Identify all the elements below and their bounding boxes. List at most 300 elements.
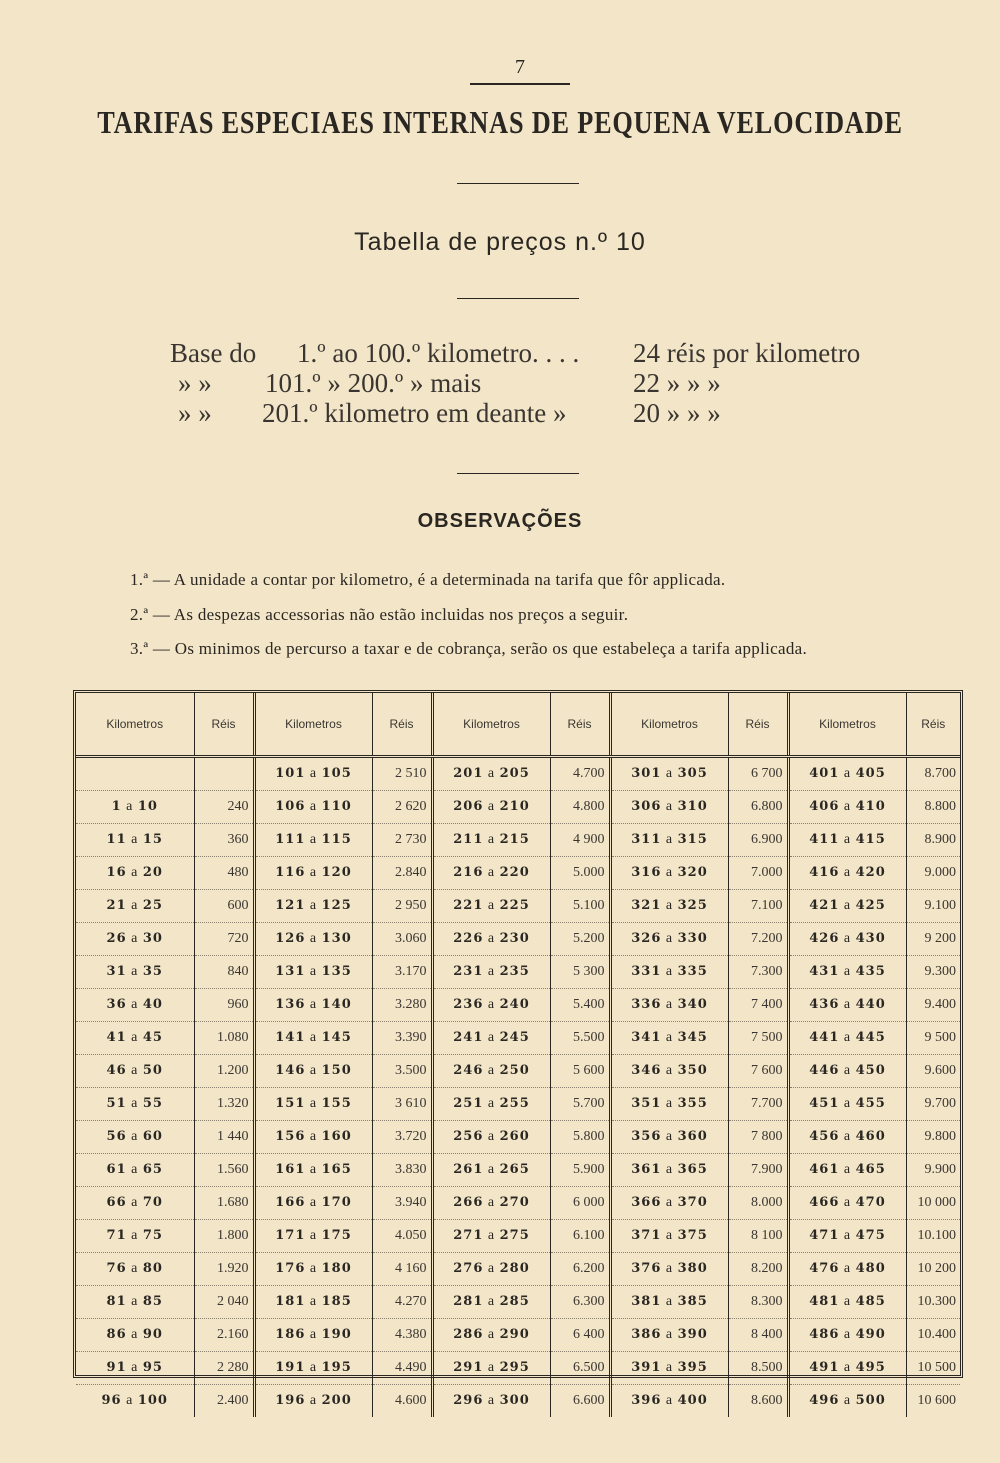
range-end: 370 <box>677 1195 708 1210</box>
range-separator: a <box>661 1030 678 1045</box>
table-row <box>76 1385 960 1418</box>
kilometro-range-cell <box>610 1121 728 1154</box>
reis-price-cell: 360 <box>194 824 254 857</box>
reis-price-cell: 1.200 <box>194 1055 254 1088</box>
range-separator: a <box>483 799 500 814</box>
kilometro-range-cell <box>610 1220 728 1253</box>
reis-price-cell: 1.920 <box>194 1253 254 1286</box>
column-header-reis: Réis <box>194 693 254 757</box>
document-title: TARIFAS ESPECIAES INTERNAS DE PEQUENA VELOCIDADE <box>97 104 903 140</box>
reis-price-cell: 2 730 <box>372 824 432 857</box>
range-separator: a <box>661 997 678 1012</box>
kilometro-range-cell <box>788 1121 906 1154</box>
range-separator: a <box>839 1096 856 1111</box>
range-separator: a <box>126 865 143 880</box>
range-separator: a <box>305 1063 322 1078</box>
column-header-reis: Réis <box>372 693 432 757</box>
reis-price-cell: 3.280 <box>372 989 432 1022</box>
range-end: 280 <box>499 1261 530 1276</box>
range-separator: a <box>661 1195 678 1210</box>
range-end: 345 <box>677 1030 708 1045</box>
range-end: 375 <box>677 1228 708 1243</box>
kilometro-range-cell <box>76 1352 194 1385</box>
range-end: 450 <box>855 1063 886 1078</box>
kilometro-range-cell <box>254 1154 372 1187</box>
reis-price-cell: 4 160 <box>372 1253 432 1286</box>
range-start: 431 <box>809 964 840 979</box>
kilometro-range-cell <box>254 857 372 890</box>
range-start: 96 <box>101 1393 122 1408</box>
range-end: 205 <box>499 766 530 781</box>
base-rate-row <box>0 368 1000 400</box>
range-separator: a <box>839 1360 856 1375</box>
kilometro-range-cell <box>432 1121 550 1154</box>
kilometro-range-cell <box>254 824 372 857</box>
range-start: 116 <box>275 865 306 880</box>
table-row <box>76 923 960 956</box>
range-separator: a <box>305 865 322 880</box>
range-separator: a <box>483 1195 500 1210</box>
range-start: 366 <box>631 1195 662 1210</box>
range-end: 360 <box>677 1129 708 1144</box>
range-separator: a <box>661 1063 678 1078</box>
range-separator: a <box>483 964 500 979</box>
range-start: 41 <box>106 1030 127 1045</box>
range-separator: a <box>305 1195 322 1210</box>
range-separator: a <box>839 766 856 781</box>
table-row <box>76 890 960 923</box>
range-separator: a <box>305 1393 322 1408</box>
range-end: 20 <box>142 865 163 880</box>
range-separator: a <box>126 1096 143 1111</box>
range-start: 76 <box>106 1261 127 1276</box>
range-separator: a <box>839 997 856 1012</box>
range-end: 330 <box>677 931 708 946</box>
observation-note: 2.ª — As despezas accessorias não estão incluidas nos preços a seguir. <box>130 605 629 624</box>
range-separator: a <box>121 799 138 814</box>
kilometro-range-cell <box>76 1055 194 1088</box>
reis-price-cell: 3.060 <box>372 923 432 956</box>
reis-price-cell: 5 300 <box>550 956 610 989</box>
range-end: 10 <box>137 799 158 814</box>
reis-price-cell: 7.900 <box>728 1154 788 1187</box>
range-separator: a <box>483 1360 500 1375</box>
reis-price-cell: 5.700 <box>550 1088 610 1121</box>
range-end: 240 <box>499 997 530 1012</box>
range-start: 231 <box>453 964 484 979</box>
reis-price-cell: 9.700 <box>906 1088 960 1121</box>
page-number: 7 <box>470 56 570 85</box>
range-separator: a <box>661 1393 678 1408</box>
range-separator: a <box>483 1327 500 1342</box>
kilometro-range-cell <box>432 1187 550 1220</box>
range-start: 186 <box>275 1327 306 1342</box>
range-separator: a <box>839 964 856 979</box>
range-separator: a <box>483 1393 500 1408</box>
kilometro-range-cell <box>76 1385 194 1418</box>
reis-price-cell: 2.840 <box>372 857 432 890</box>
kilometro-range-cell <box>432 956 550 989</box>
range-separator: a <box>305 799 322 814</box>
range-end: 420 <box>855 865 886 880</box>
range-end: 160 <box>321 1129 352 1144</box>
range-end: 440 <box>855 997 886 1012</box>
kilometro-range-cell <box>254 956 372 989</box>
reis-price-cell: 9.600 <box>906 1055 960 1088</box>
kilometro-range-cell <box>788 1352 906 1385</box>
range-separator: a <box>483 1294 500 1309</box>
kilometro-range-cell <box>76 1187 194 1220</box>
range-start: 121 <box>275 898 306 913</box>
table-row <box>76 1088 960 1121</box>
range-start: 316 <box>631 865 662 880</box>
range-start: 356 <box>631 1129 662 1144</box>
range-start: 226 <box>453 931 484 946</box>
range-end: 320 <box>677 865 708 880</box>
range-separator: a <box>305 1162 322 1177</box>
range-start: 386 <box>631 1327 662 1342</box>
range-start: 101 <box>275 766 306 781</box>
range-separator: a <box>839 832 856 847</box>
kilometro-range-cell <box>76 890 194 923</box>
range-end: 285 <box>499 1294 530 1309</box>
reis-price-cell: 4.600 <box>372 1385 432 1418</box>
reis-price-cell: 2 620 <box>372 791 432 824</box>
range-start: 266 <box>453 1195 484 1210</box>
reis-price-cell: 4.050 <box>372 1220 432 1253</box>
reis-price-cell: 6 000 <box>550 1187 610 1220</box>
reis-price-cell: 6.300 <box>550 1286 610 1319</box>
kilometro-range-cell <box>788 890 906 923</box>
kilometro-range-cell <box>788 1286 906 1319</box>
divider <box>457 473 579 474</box>
reis-price-cell: 5.500 <box>550 1022 610 1055</box>
range-start: 451 <box>809 1096 840 1111</box>
range-separator: a <box>661 799 678 814</box>
kilometro-range-cell <box>432 890 550 923</box>
range-end: 430 <box>855 931 886 946</box>
range-separator: a <box>661 1294 678 1309</box>
range-start: 296 <box>453 1393 484 1408</box>
range-separator: a <box>839 1162 856 1177</box>
kilometro-range-cell <box>432 824 550 857</box>
range-end: 485 <box>855 1294 886 1309</box>
kilometro-range-cell <box>788 1187 906 1220</box>
table-row <box>76 857 960 890</box>
range-separator: a <box>126 931 143 946</box>
range-separator: a <box>661 964 678 979</box>
reis-price-cell: 6 700 <box>728 757 788 791</box>
table-row <box>76 1319 960 1352</box>
range-start: 21 <box>106 898 127 913</box>
range-separator: a <box>839 1129 856 1144</box>
range-start: 161 <box>275 1162 306 1177</box>
range-end: 405 <box>855 766 886 781</box>
range-start: 56 <box>106 1129 127 1144</box>
range-separator: a <box>661 1360 678 1375</box>
kilometro-range-cell <box>788 1385 906 1418</box>
range-separator: a <box>483 832 500 847</box>
range-start: 156 <box>275 1129 306 1144</box>
kilometro-range-cell <box>610 824 728 857</box>
reis-price-cell: 9.400 <box>906 989 960 1022</box>
range-separator: a <box>126 1327 143 1342</box>
reis-price-cell: 4.270 <box>372 1286 432 1319</box>
reis-price-cell: 5.800 <box>550 1121 610 1154</box>
base-rate-range: 1.º ao 100.º kilometro. . . . <box>297 338 580 368</box>
range-separator: a <box>126 1162 143 1177</box>
table-row <box>76 1187 960 1220</box>
range-separator: a <box>305 1096 322 1111</box>
range-end: 270 <box>499 1195 530 1210</box>
reis-price-cell: 5.200 <box>550 923 610 956</box>
kilometro-range-cell <box>254 1121 372 1154</box>
kilometro-range-cell <box>788 1319 906 1352</box>
reis-price-cell: 9.900 <box>906 1154 960 1187</box>
range-end: 435 <box>855 964 886 979</box>
reis-price-cell: 6.900 <box>728 824 788 857</box>
reis-price-cell: 5.400 <box>550 989 610 1022</box>
range-start: 176 <box>275 1261 306 1276</box>
base-rate-label: Base do <box>170 338 257 368</box>
range-start: 151 <box>275 1096 306 1111</box>
reis-price-cell: 720 <box>194 923 254 956</box>
range-start: 166 <box>275 1195 306 1210</box>
kilometro-range-cell <box>254 1022 372 1055</box>
reis-price-cell: 9.100 <box>906 890 960 923</box>
reis-price-cell: 3.720 <box>372 1121 432 1154</box>
range-separator: a <box>126 898 143 913</box>
range-separator: a <box>483 931 500 946</box>
kilometro-range-cell <box>254 791 372 824</box>
column-header-reis: Réis <box>550 693 610 757</box>
range-separator: a <box>126 1195 143 1210</box>
table-row <box>76 757 960 791</box>
range-start: 111 <box>275 832 306 847</box>
range-start: 301 <box>631 766 662 781</box>
range-separator: a <box>126 1228 143 1243</box>
column-header-kilometros: Kilometros <box>254 693 372 757</box>
kilometro-range-cell <box>432 791 550 824</box>
reis-price-cell: 8.900 <box>906 824 960 857</box>
range-separator: a <box>839 1294 856 1309</box>
range-end: 105 <box>321 766 352 781</box>
range-end: 165 <box>321 1162 352 1177</box>
base-rate-range: 101.º » 200.º » mais <box>265 368 482 398</box>
range-end: 30 <box>142 931 163 946</box>
range-end: 425 <box>855 898 886 913</box>
range-start: 71 <box>106 1228 127 1243</box>
range-end: 170 <box>321 1195 352 1210</box>
reis-price-cell: 1.080 <box>194 1022 254 1055</box>
range-separator: a <box>483 865 500 880</box>
reis-price-cell: 3 610 <box>372 1088 432 1121</box>
kilometro-range-cell <box>788 1220 906 1253</box>
reis-price-cell: 840 <box>194 956 254 989</box>
reis-price-cell: 10 600 <box>906 1385 960 1418</box>
range-separator: a <box>126 964 143 979</box>
reis-price-cell: 7.100 <box>728 890 788 923</box>
range-separator: a <box>839 865 856 880</box>
kilometro-range-cell <box>788 791 906 824</box>
range-separator: a <box>483 1261 500 1276</box>
range-end: 25 <box>142 898 163 913</box>
range-end: 460 <box>855 1129 886 1144</box>
range-end: 305 <box>677 766 708 781</box>
kilometro-range-cell <box>432 757 550 791</box>
kilometro-range-cell <box>76 1022 194 1055</box>
range-start: 211 <box>453 832 484 847</box>
range-separator: a <box>126 1294 143 1309</box>
reis-price-cell: 8.800 <box>906 791 960 824</box>
range-separator: a <box>483 1228 500 1243</box>
range-separator: a <box>126 1129 143 1144</box>
range-start: 446 <box>809 1063 840 1078</box>
range-end: 400 <box>677 1393 708 1408</box>
kilometro-range-cell <box>432 857 550 890</box>
range-separator: a <box>305 1294 322 1309</box>
reis-price-cell: 960 <box>194 989 254 1022</box>
kilometro-range-cell <box>788 824 906 857</box>
range-start: 261 <box>453 1162 484 1177</box>
kilometro-range-cell <box>76 1154 194 1187</box>
range-separator: a <box>839 931 856 946</box>
range-separator: a <box>305 964 322 979</box>
range-start: 351 <box>631 1096 662 1111</box>
range-start: 306 <box>631 799 662 814</box>
range-separator: a <box>661 832 678 847</box>
range-start: 411 <box>809 832 840 847</box>
range-end: 395 <box>677 1360 708 1375</box>
kilometro-range-cell <box>76 923 194 956</box>
divider <box>457 183 579 184</box>
kilometro-range-cell <box>610 890 728 923</box>
reis-price-cell: 8.600 <box>728 1385 788 1418</box>
kilometro-range-cell <box>788 1022 906 1055</box>
reis-price-cell: 8.500 <box>728 1352 788 1385</box>
kilometro-range-cell <box>254 1385 372 1418</box>
range-end: 480 <box>855 1261 886 1276</box>
kilometro-range-cell <box>76 824 194 857</box>
reis-price-cell: 1.560 <box>194 1154 254 1187</box>
range-separator: a <box>121 1393 138 1408</box>
range-end: 230 <box>499 931 530 946</box>
range-end: 210 <box>499 799 530 814</box>
range-separator: a <box>661 898 678 913</box>
reis-price-cell: 9.000 <box>906 857 960 890</box>
reis-price-cell: 7.300 <box>728 956 788 989</box>
kilometro-range-cell <box>610 1286 728 1319</box>
range-separator: a <box>661 766 678 781</box>
observations-title: OBSERVAÇÕES <box>417 510 583 532</box>
reis-price-cell: 7 500 <box>728 1022 788 1055</box>
range-start: 201 <box>453 766 484 781</box>
kilometro-range-cell <box>432 923 550 956</box>
range-end: 85 <box>142 1294 163 1309</box>
kilometro-range-cell <box>432 989 550 1022</box>
kilometro-range-cell <box>610 1187 728 1220</box>
range-start: 421 <box>809 898 840 913</box>
range-separator: a <box>126 832 143 847</box>
range-end: 150 <box>321 1063 352 1078</box>
reis-price-cell: 2 040 <box>194 1286 254 1319</box>
range-end: 140 <box>321 997 352 1012</box>
range-end: 115 <box>321 832 352 847</box>
range-end: 190 <box>321 1327 352 1342</box>
kilometro-range-cell <box>254 1352 372 1385</box>
kilometro-range-cell <box>254 1319 372 1352</box>
range-end: 220 <box>499 865 530 880</box>
range-separator: a <box>305 931 322 946</box>
reis-price-cell: 8 100 <box>728 1220 788 1253</box>
reis-price-cell: 1.320 <box>194 1088 254 1121</box>
kilometro-range-cell <box>76 1088 194 1121</box>
reis-price-cell: 6.100 <box>550 1220 610 1253</box>
range-start: 91 <box>106 1360 127 1375</box>
kilometro-range-cell <box>254 1286 372 1319</box>
reis-price-cell: 2 950 <box>372 890 432 923</box>
reis-price-cell <box>194 757 254 791</box>
column-header-kilometros: Kilometros <box>76 693 194 757</box>
range-start: 281 <box>453 1294 484 1309</box>
reis-price-cell: 1.800 <box>194 1220 254 1253</box>
range-start: 336 <box>631 997 662 1012</box>
range-separator: a <box>126 1063 143 1078</box>
range-start: 406 <box>809 799 840 814</box>
reis-price-cell: 6.600 <box>550 1385 610 1418</box>
range-separator: a <box>483 1063 500 1078</box>
table-header-row <box>76 693 960 757</box>
reis-price-cell: 9 500 <box>906 1022 960 1055</box>
reis-price-cell: 7.000 <box>728 857 788 890</box>
reis-price-cell: 5.100 <box>550 890 610 923</box>
reis-price-cell: 240 <box>194 791 254 824</box>
kilometro-range-cell <box>432 1385 550 1418</box>
range-separator: a <box>483 766 500 781</box>
range-start: 36 <box>106 997 127 1012</box>
price-table <box>73 690 963 1408</box>
range-start: 251 <box>453 1096 484 1111</box>
range-start: 396 <box>631 1393 662 1408</box>
range-separator: a <box>305 1360 322 1375</box>
kilometro-range-cell <box>610 857 728 890</box>
range-separator: a <box>839 1063 856 1078</box>
range-end: 185 <box>321 1294 352 1309</box>
range-end: 130 <box>321 931 352 946</box>
kilometro-range-cell <box>76 857 194 890</box>
range-start: 171 <box>275 1228 306 1243</box>
range-start: 61 <box>106 1162 127 1177</box>
range-end: 55 <box>142 1096 163 1111</box>
range-end: 65 <box>142 1162 163 1177</box>
kilometro-range-cell <box>788 1253 906 1286</box>
reis-price-cell: 4.490 <box>372 1352 432 1385</box>
range-start: 311 <box>631 832 662 847</box>
range-separator: a <box>126 1030 143 1045</box>
range-end: 70 <box>142 1195 163 1210</box>
range-end: 215 <box>499 832 530 847</box>
kilometro-range-cell <box>76 1220 194 1253</box>
base-rate-price: 24 réis por kilometro <box>633 338 861 368</box>
table-row <box>76 1286 960 1319</box>
range-end: 355 <box>677 1096 708 1111</box>
reis-price-cell: 10 000 <box>906 1187 960 1220</box>
column-header-kilometros: Kilometros <box>432 693 550 757</box>
range-end: 275 <box>499 1228 530 1243</box>
range-start: 286 <box>453 1327 484 1342</box>
range-end: 310 <box>677 799 708 814</box>
range-end: 235 <box>499 964 530 979</box>
